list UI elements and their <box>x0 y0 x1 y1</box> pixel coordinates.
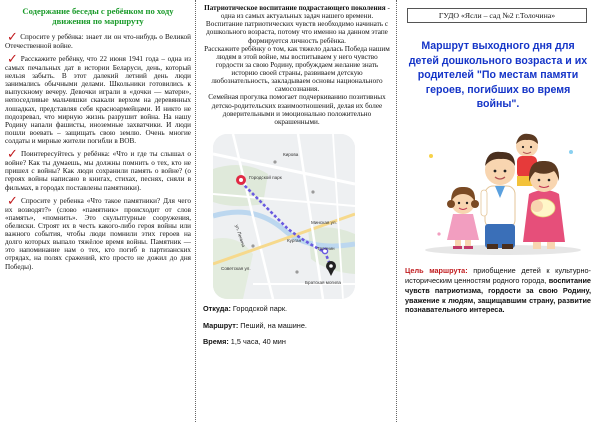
map-label-street-3: Советская ул. <box>221 265 251 271</box>
start-marker <box>236 175 246 185</box>
map-label-kurgan: Курган <box>287 237 302 243</box>
map-label-street-2: Кирова <box>283 151 299 157</box>
column-right <box>398 0 597 422</box>
checkmark-icon: ✓ <box>7 29 19 45</box>
checkmark-icon: ✓ <box>7 51 19 67</box>
map-label-park: Городской парк <box>249 174 282 180</box>
walk-paragraph: Семейная прогулка помогает подчеркиванию позитивных детско-родительских взаимоотношений, делая их более доверительными и эмоционально положительно окрашенными. <box>208 93 386 126</box>
paragraph-2: ✓ Расскажите ребёнку, что 22 июня 1941 года – одна из самых печальных дат в истории Беларуси, день, который нельзя забыть. В этот далекий летний день люди занимались обычными делами. Школьники готовились к выпускному вечеру. Девочки играли в «дочки — матери», непоседливые мальчишки скакали верхом на деревянных лошадках, представляя себя красноармейцами. И никто не подозревал, что мирную жизнь разрушит война. На нашу Родину напали фашисты, иноземные захватчики. И люди пошли воевать – защищать свою землю. Очень многие солдаты и мирные жители погибли в ВОВ. <box>5 51 191 145</box>
column-middle <box>197 0 397 422</box>
route-map-graphic <box>213 134 355 299</box>
info-time: Время: 1,5 часа, 40 мин <box>203 337 286 347</box>
map-label-street-minskaya: Минская ул. <box>311 219 337 225</box>
paragraph-4: ✓ Спросите у ребенка «Что такое памятники? Для чего их возводят?» (слово «памятник» происходит от слов «память», «помнить». Это скульптурные сооружения, обелиски. Строят их в честь какого-либо героя войны или важного события, чтобы люди помнили этих героев на долго которых выпало тяжёлое время войны. Памятник — это напоминание нам о тех, кто погиб в партизанских отрядах, на полях сражений, кто просто не дожил до дня Победы). <box>5 193 191 271</box>
story-paragraph: Расскажите ребёнку о том, как тяжело далась Победа нашим людям в этой войне, мы воспитываем у него чувство гордости за свою Родину, пробуждаем желание знать историю своей страны, развиваем детскую любознательность, закладываем основы национального самосознания. <box>204 44 390 94</box>
route-map[interactable] <box>213 134 355 299</box>
route-info <box>203 305 391 347</box>
conversation-title: Содержание беседы с ребёнком по ходу движения по маршруту <box>22 6 174 26</box>
column-left <box>0 0 196 422</box>
institution-header: ГУДО «Ясли – сад №2 г.Толочина» <box>407 8 587 23</box>
family-icon <box>411 126 589 258</box>
intro-paragraph: Патриотическое воспитание подрастающего поколения - одна из самых актуальных задач нашего времени. Воспитание патриотических чувств необходимо начинать с дошкольного возраста, потому что именно на данном этапе формируется личность ребёнка. <box>204 4 390 45</box>
map-label-grave: Братская могила <box>305 279 341 285</box>
route-goal: Цель маршрута: приобщение детей к культурно-историческим ценностям родного города, воспитание чувств патриотизма, гордости за свою Родину, уважение к людям, защищавшим страну, развитие познавательного интереса. <box>405 266 591 315</box>
map-label-street-1: ул. Ленина <box>234 223 247 248</box>
paragraph-1: ✓ Спросите у ребёнка: знает ли он что-нибудь о Великой Отечественной войне. <box>5 29 191 50</box>
paragraph-3: ✓ Поинтересуйтесь у ребёнка: «Что и где ты слышал о войне? Как ты думаешь, мы должны помнить о тех, кто не пришел с войны? Как люди сохранили память о войне? (о героях войны написано в книгах, стихах, песнях, сняли в фильмах, в городах поставлены памятники). <box>5 147 191 192</box>
map-label-tolochin: Толочин <box>317 245 335 251</box>
family-illustration <box>411 126 589 258</box>
info-route: Маршрут: Пеший, на машине. <box>203 320 307 330</box>
brochure-title: Маршрут выходного дня для детей дошкольного возраста и их родителей "По местам памяти героев, погибших во время войны". <box>408 40 588 111</box>
checkmark-icon: ✓ <box>7 147 20 163</box>
info-from: Откуда: Городской парк. <box>203 303 288 313</box>
checkmark-icon: ✓ <box>7 193 20 209</box>
